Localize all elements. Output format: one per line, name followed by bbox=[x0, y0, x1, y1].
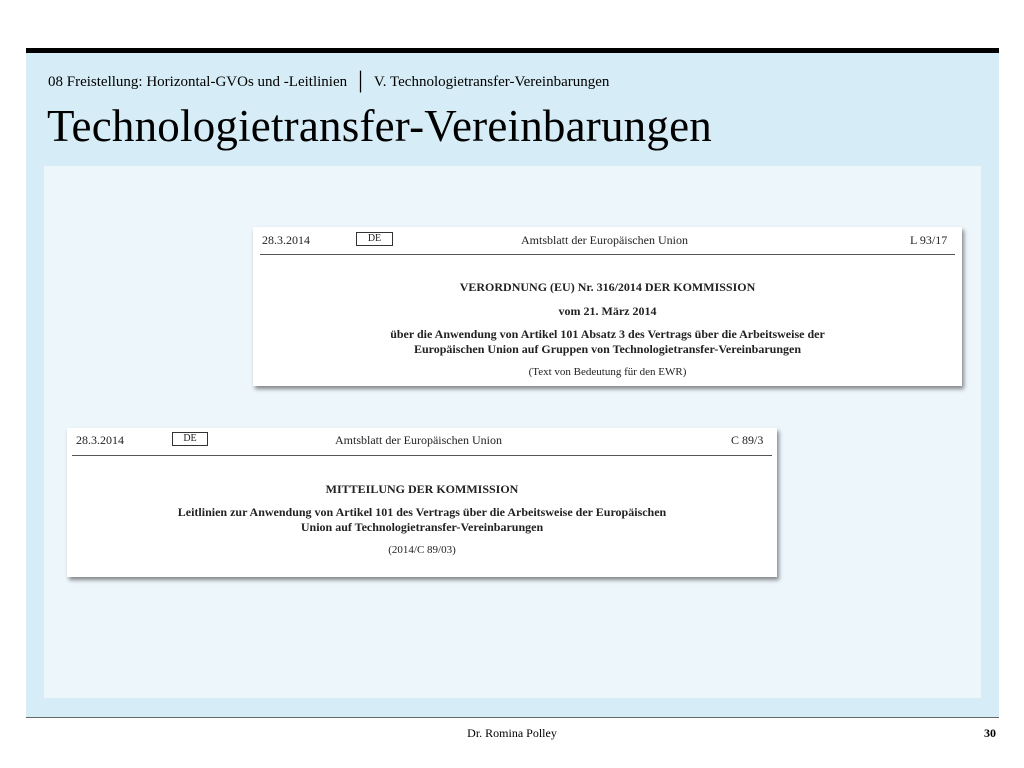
doc-journal: Amtsblatt der Europäischen Union bbox=[521, 233, 688, 247]
doc-heading: VERORDNUNG (EU) Nr. 316/2014 DER KOMMISSION bbox=[459, 280, 756, 294]
doc-reference: C 89/3 bbox=[731, 433, 764, 447]
breadcrumb-subsection: V. Technologietransfer-Vereinbarungen bbox=[373, 74, 610, 90]
doc-heading: MITTEILUNG DER KOMMISSION bbox=[325, 482, 519, 496]
doc-note: (2014/C 89/03) bbox=[388, 544, 456, 556]
doc-subject-line: über die Anwendung von Artikel 101 Absatz 3 des Vertrags über die Arbeitsweise der bbox=[390, 327, 825, 341]
breadcrumb bbox=[48, 70, 609, 91]
document-clip-regulation bbox=[253, 227, 962, 386]
doc-date: 28.3.2014 bbox=[76, 433, 124, 447]
document-clip-communication bbox=[67, 428, 777, 577]
doc-date: 28.3.2014 bbox=[262, 233, 310, 247]
doc-language-badge: DE bbox=[356, 232, 393, 246]
doc-journal: Amtsblatt der Europäischen Union bbox=[335, 433, 502, 447]
breadcrumb-section: 08 Freistellung: Horizontal-GVOs und -Leitlinien bbox=[48, 74, 348, 90]
breadcrumb-separator: │ bbox=[354, 71, 367, 91]
footer-author: Dr. Romina Polley bbox=[467, 726, 557, 740]
doc-header-rule bbox=[72, 455, 772, 456]
footer-rule bbox=[26, 717, 999, 718]
slide-title: Technologietransfer-Vereinbarungen bbox=[47, 101, 712, 151]
doc-header-rule bbox=[260, 254, 955, 255]
doc-language-badge: DE bbox=[172, 432, 208, 446]
doc-subject-line: Europäischen Union auf Gruppen von Technologietransfer-Vereinbarungen bbox=[413, 342, 802, 356]
doc-date-line: vom 21. März 2014 bbox=[558, 304, 657, 318]
doc-subject-line: Leitlinien zur Anwendung von Artikel 101 des Vertrags über die Arbeitsweise der Europäischen bbox=[177, 505, 667, 519]
doc-subject-line: Union auf Technologietransfer-Vereinbarungen bbox=[300, 520, 544, 534]
doc-reference: L 93/17 bbox=[910, 233, 948, 247]
doc-note: (Text von Bedeutung für den EWR) bbox=[528, 366, 687, 378]
page-number: 30 bbox=[984, 726, 996, 740]
